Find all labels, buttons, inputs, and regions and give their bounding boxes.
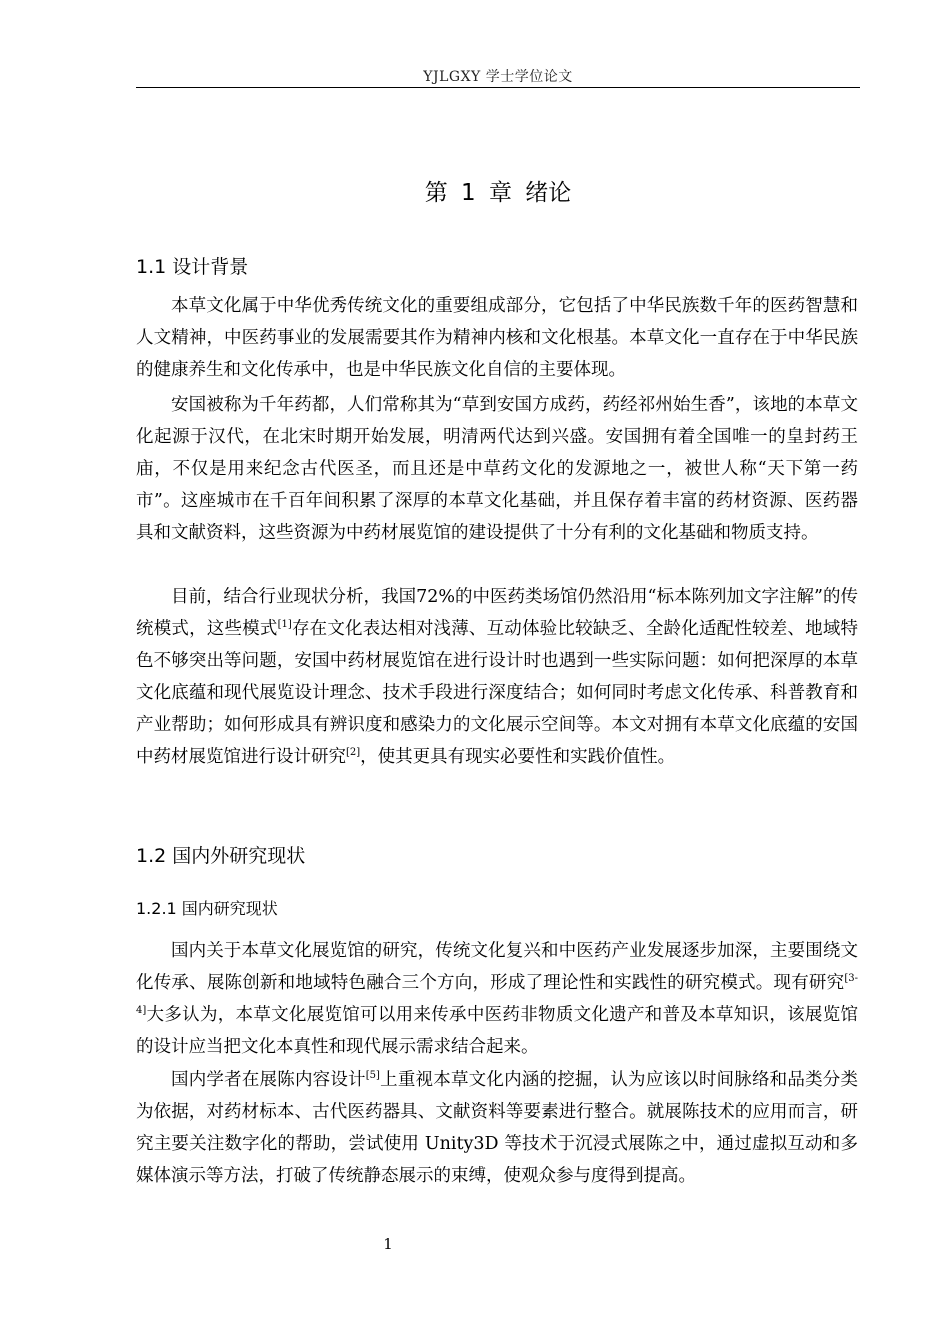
paragraph-text: 存在文化表达相对浅薄、互动体验比较缺乏、全龄化适配性较差、地域特色不够突出等问题，安国中药材展览馆在进行设计时也遇到一些实际问题：如何把深厚的本草文化底蕴和现代展览设计理念、技术手段进行深度结合；如何同时考虑文化传承、科普教育和产业帮助；如何形成具有辨识度和感染力的文化展示空间等。本文对拥有本草文化底蕴的安国中药材展览馆进行设计研究 (136, 619, 859, 767)
paragraph-text: 国内关于本草文化展览馆的研究，传统文化复兴和中医药产业发展逐步加深，主要围绕文化传承、展陈创新和地域特色融合三个方向，形成了理论性和实践性的研究模式。现有研究 (136, 941, 858, 993)
paragraph-text: 目前，结合行业现状分析，我国72%的中医药类场馆仍然沿用“标本陈列加文字注解”的传统模式，这些模式 (136, 587, 858, 639)
chapter-title: 第 1 章 绪论 (424, 180, 572, 206)
paragraph-text: ，使其更具有现实必要性和实践价值性。 (360, 747, 676, 767)
section-heading-1-2: 1.2 国内外研究现状 (136, 845, 306, 867)
page-number: 1 (383, 1235, 393, 1253)
section-heading-1-1: 1.1 设计背景 (136, 256, 249, 278)
citation-marker: [5] (365, 1070, 380, 1081)
subsection-heading-1-2-1: 1.2.1 国内研究现状 (136, 899, 278, 918)
paragraph-background-3 (136, 581, 858, 773)
header-rule (136, 87, 860, 88)
paragraph-background-2: 安国被称为千年药都，人们常称其为“草到安国方成药，药经祁州始生香”，该地的本草文化起源于汉代，在北宋时期开始发展，明清两代达到兴盛。安国拥有着全国唯一的皇封药王庙，不仅是用来纪念古代医圣，而且还是中草药文化的发源地之一，被世人称“天下第一药市”。这座城市在千百年间积累了深厚的本草文化基础，并且保存着丰富的药材资源、医药器具和文献资料，这些资源为中药材展览馆的建设提供了十分有利的文化基础和物质支持。 (136, 395, 858, 543)
paragraph-domestic-1 (136, 935, 858, 1063)
citation-marker: [1] (277, 619, 292, 630)
paragraph-text: 大多认为，本草文化展览馆可以用来传承中医药非物质文化遗产和普及本草知识，该展览馆的设计应当把文化本真性和现代展示需求结合起来。 (136, 1005, 858, 1057)
paragraph-text: 上重视本草文化内涵的挖掘，认为应该以时间脉络和品类分类为依据，对药材标本、古代医药器具、文献资料等要素进行整合。就展陈技术的应用而言，研究主要关注数字化的帮助，尝试使用 Unity3D 等技术于沉浸式展陈之中，通过虚拟互动和多媒体演示等方法，打破了传统静态展示的束缚，使观众参与度得到提高。 (136, 1070, 858, 1186)
running-header: YJLGXY 学士学位论文 (423, 69, 573, 85)
citation-marker: [3-4] (136, 973, 858, 1016)
paragraph-domestic-2 (136, 1064, 858, 1192)
paragraph-background-1: 本草文化属于中华优秀传统文化的重要组成部分，它包括了中华民族数千年的医药智慧和人文精神，中医药事业的发展需要其作为精神内核和文化根基。本草文化一直存在于中华民族的健康养生和文化传承中，也是中华民族文化自信的主要体现。 (136, 296, 858, 380)
paragraph-text: 国内学者在展陈内容设计 (171, 1070, 366, 1090)
citation-marker: [2] (346, 747, 361, 758)
